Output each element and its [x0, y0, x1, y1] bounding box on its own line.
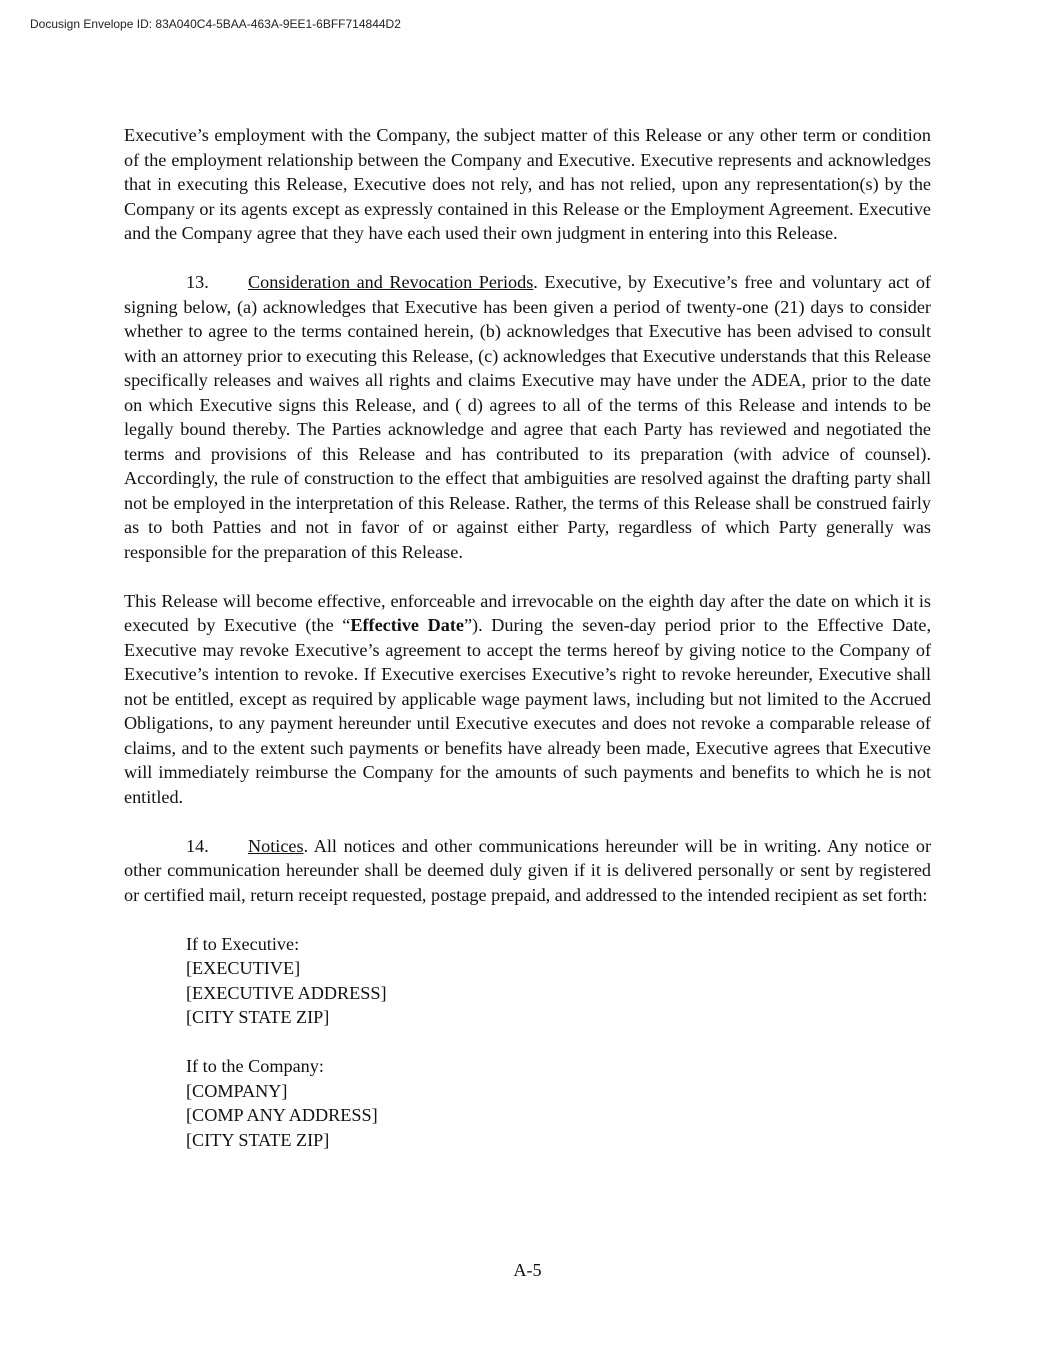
company-address-label: If to the Company:	[186, 1056, 324, 1076]
section-14-heading: Notices	[248, 835, 304, 856]
section-13-body: Executive, by Executive’s free and voluntary act of signing below, (a) acknowledges that Executive has been given a period of twenty-one (21) days to consider whether to agree to the terms contained herein, (b) acknowledges that Executive has been advised to consult with an attorney prior to executing this Release, (c) acknowledges that Executive understands that this Release specifically releases and waives all rights and claims Executive may have under the ADEA, prior to the date on which Executive signs this Release, and ( d) agrees to all of the terms of this Release and intends to be legally bound thereby. The Parties acknowledge and agree that each Party has reviewed and negotiated the terms and provisions of this Release and has contributed to its preparation (with advice of counsel). Accordingly, the rule of construction to the effect that ambiguities are resolved against the drafting party shall not be employed in the interpretation of this Release. Rather, the terms of this Release shall be construed fairly as to both Patties and not in favor of or against either Party, regardless of which Party generally was responsible for the preparation of this Release.	[124, 272, 931, 562]
company-name: [COMPANY]	[186, 1080, 288, 1101]
page-number: A-5	[513, 1260, 542, 1280]
company-city-state-zip: [CITY STATE ZIP]	[186, 1129, 330, 1150]
executive-address-block	[186, 932, 931, 1030]
effective-date-paragraph	[124, 589, 931, 810]
section-14-body: All notices and other communications hereunder will be in writing. Any notice or other communication hereunder shall be deemed duly given if it is delivered personally or sent by registered or certified mail, return receipt requested, postage prepaid, and addressed to the intended recipient as set forth:	[124, 835, 931, 905]
company-street-address: [COMP ANY ADDRESS]	[186, 1105, 378, 1125]
executive-address-label: If to Executive:	[186, 933, 300, 954]
document-body	[124, 123, 931, 1177]
effective-text-before: This Release will become effective, enforceable and irrevocable on the eighth day after the date on which it is executed by Executive (the “	[124, 590, 931, 635]
section-13-heading: Consideration and Revocation Periods	[248, 272, 534, 292]
company-address-block	[186, 1054, 931, 1152]
section-13-number: 13.	[186, 272, 209, 292]
executive-city-state-zip: [CITY STATE ZIP]	[186, 1007, 330, 1027]
effective-text-after: ”). During the seven-day period prior to the Effective Date, Executive may revoke Executive’s agreement to accept the terms hereof by giving notice to the Company of Executive’s intention to revoke. If Executive exercises Executive’s right to revoke hereunder, Executive shall not be entitled, except as required by applicable wage payment laws, including but not limited to the Accrued Obligations, to any payment hereunder until Executive executes and does not revoke a comparable release of claims, and to the extent such payments or benefits have already been made, Executive agrees that Executive will immediately reimburse the Company for the amounts of such payments and benefits to which he is not entitled.	[124, 615, 931, 807]
section-14-heading-period: .	[303, 835, 309, 856]
section-13-heading-period: .	[533, 272, 538, 292]
paragraph-continued: Executive’s employment with the Company, the subject matter of this Release or any other term or condition of the employment relationship between the Company and Executive. Executive represents and acknowledges that in executing this Release, Executive does not rely, and has not relied, upon any representation(s) by the Company or its agents except as expressly contained in this Release or the Employment Agreement. Executive and the Company agree that they have each used their own judgment in entering into this Release.	[124, 125, 931, 243]
section-14-paragraph	[124, 834, 931, 908]
executive-street-address: [EXECUTIVE ADDRESS]	[186, 982, 387, 1003]
envelope-id-header: Docusign Envelope ID: 83A040C4-5BAA-463A-9EE1-6BFF714844D2	[30, 17, 401, 31]
effective-date-term: Effective Date	[350, 615, 464, 635]
executive-name: [EXECUTIVE]	[186, 958, 301, 978]
section-14-number: 14.	[186, 835, 209, 856]
section-13-paragraph	[124, 270, 931, 564]
